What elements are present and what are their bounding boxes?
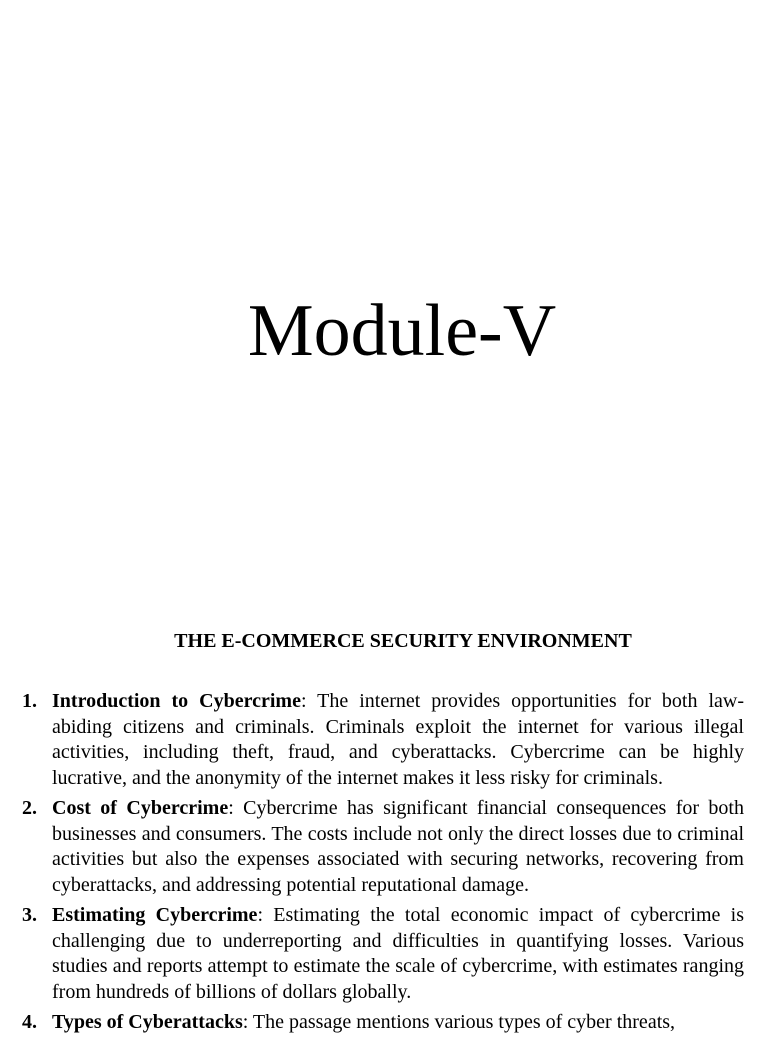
item-text: : Cybercrime has significant financial consequences for both businesses and consumers. The costs include not only the direct losses due to criminal activities but also the expenses associated with securing networks, recovering from cyberattacks, and addressing potential reputational damage. (52, 797, 744, 896)
item-text: : The internet provides opportunities for both law-abiding citizens and criminals. Criminals exploit the internet for various illegal activities, including theft, fraud, and cyberattacks. Cybercrime can be highly lucrative, and the anonymity of the internet makes it less risky for criminals. (52, 690, 744, 789)
module-title: Module-V (247, 290, 557, 372)
list-item (0, 689, 744, 791)
item-number: 1. (22, 690, 37, 712)
item-text: : The passage mentions various types of cyber threats, (242, 1011, 676, 1033)
list-item (0, 796, 744, 898)
item-text: : Estimating the total economic impact of cybercrime is challenging due to underreporting and difficulties in quantifying losses. Various studies and reports attempt to estimate the scale of cybercrime, with estimates ranging from hundreds of billions of dollars globally. (52, 904, 744, 1003)
list-item (0, 903, 744, 1005)
section-heading: THE E-COMMERCE SECURITY ENVIRONMENT (174, 630, 632, 652)
item-term: Estimating Cybercrime (52, 904, 258, 926)
item-number: 3. (22, 904, 37, 926)
item-term: Introduction to Cybercrime (52, 690, 301, 712)
item-term: Cost of Cybercrime (52, 797, 229, 819)
item-term: Types of Cyberattacks (52, 1011, 243, 1033)
item-number: 2. (22, 797, 37, 819)
list-item (0, 1010, 744, 1036)
numbered-list (0, 689, 768, 1041)
item-number: 4. (22, 1011, 37, 1033)
